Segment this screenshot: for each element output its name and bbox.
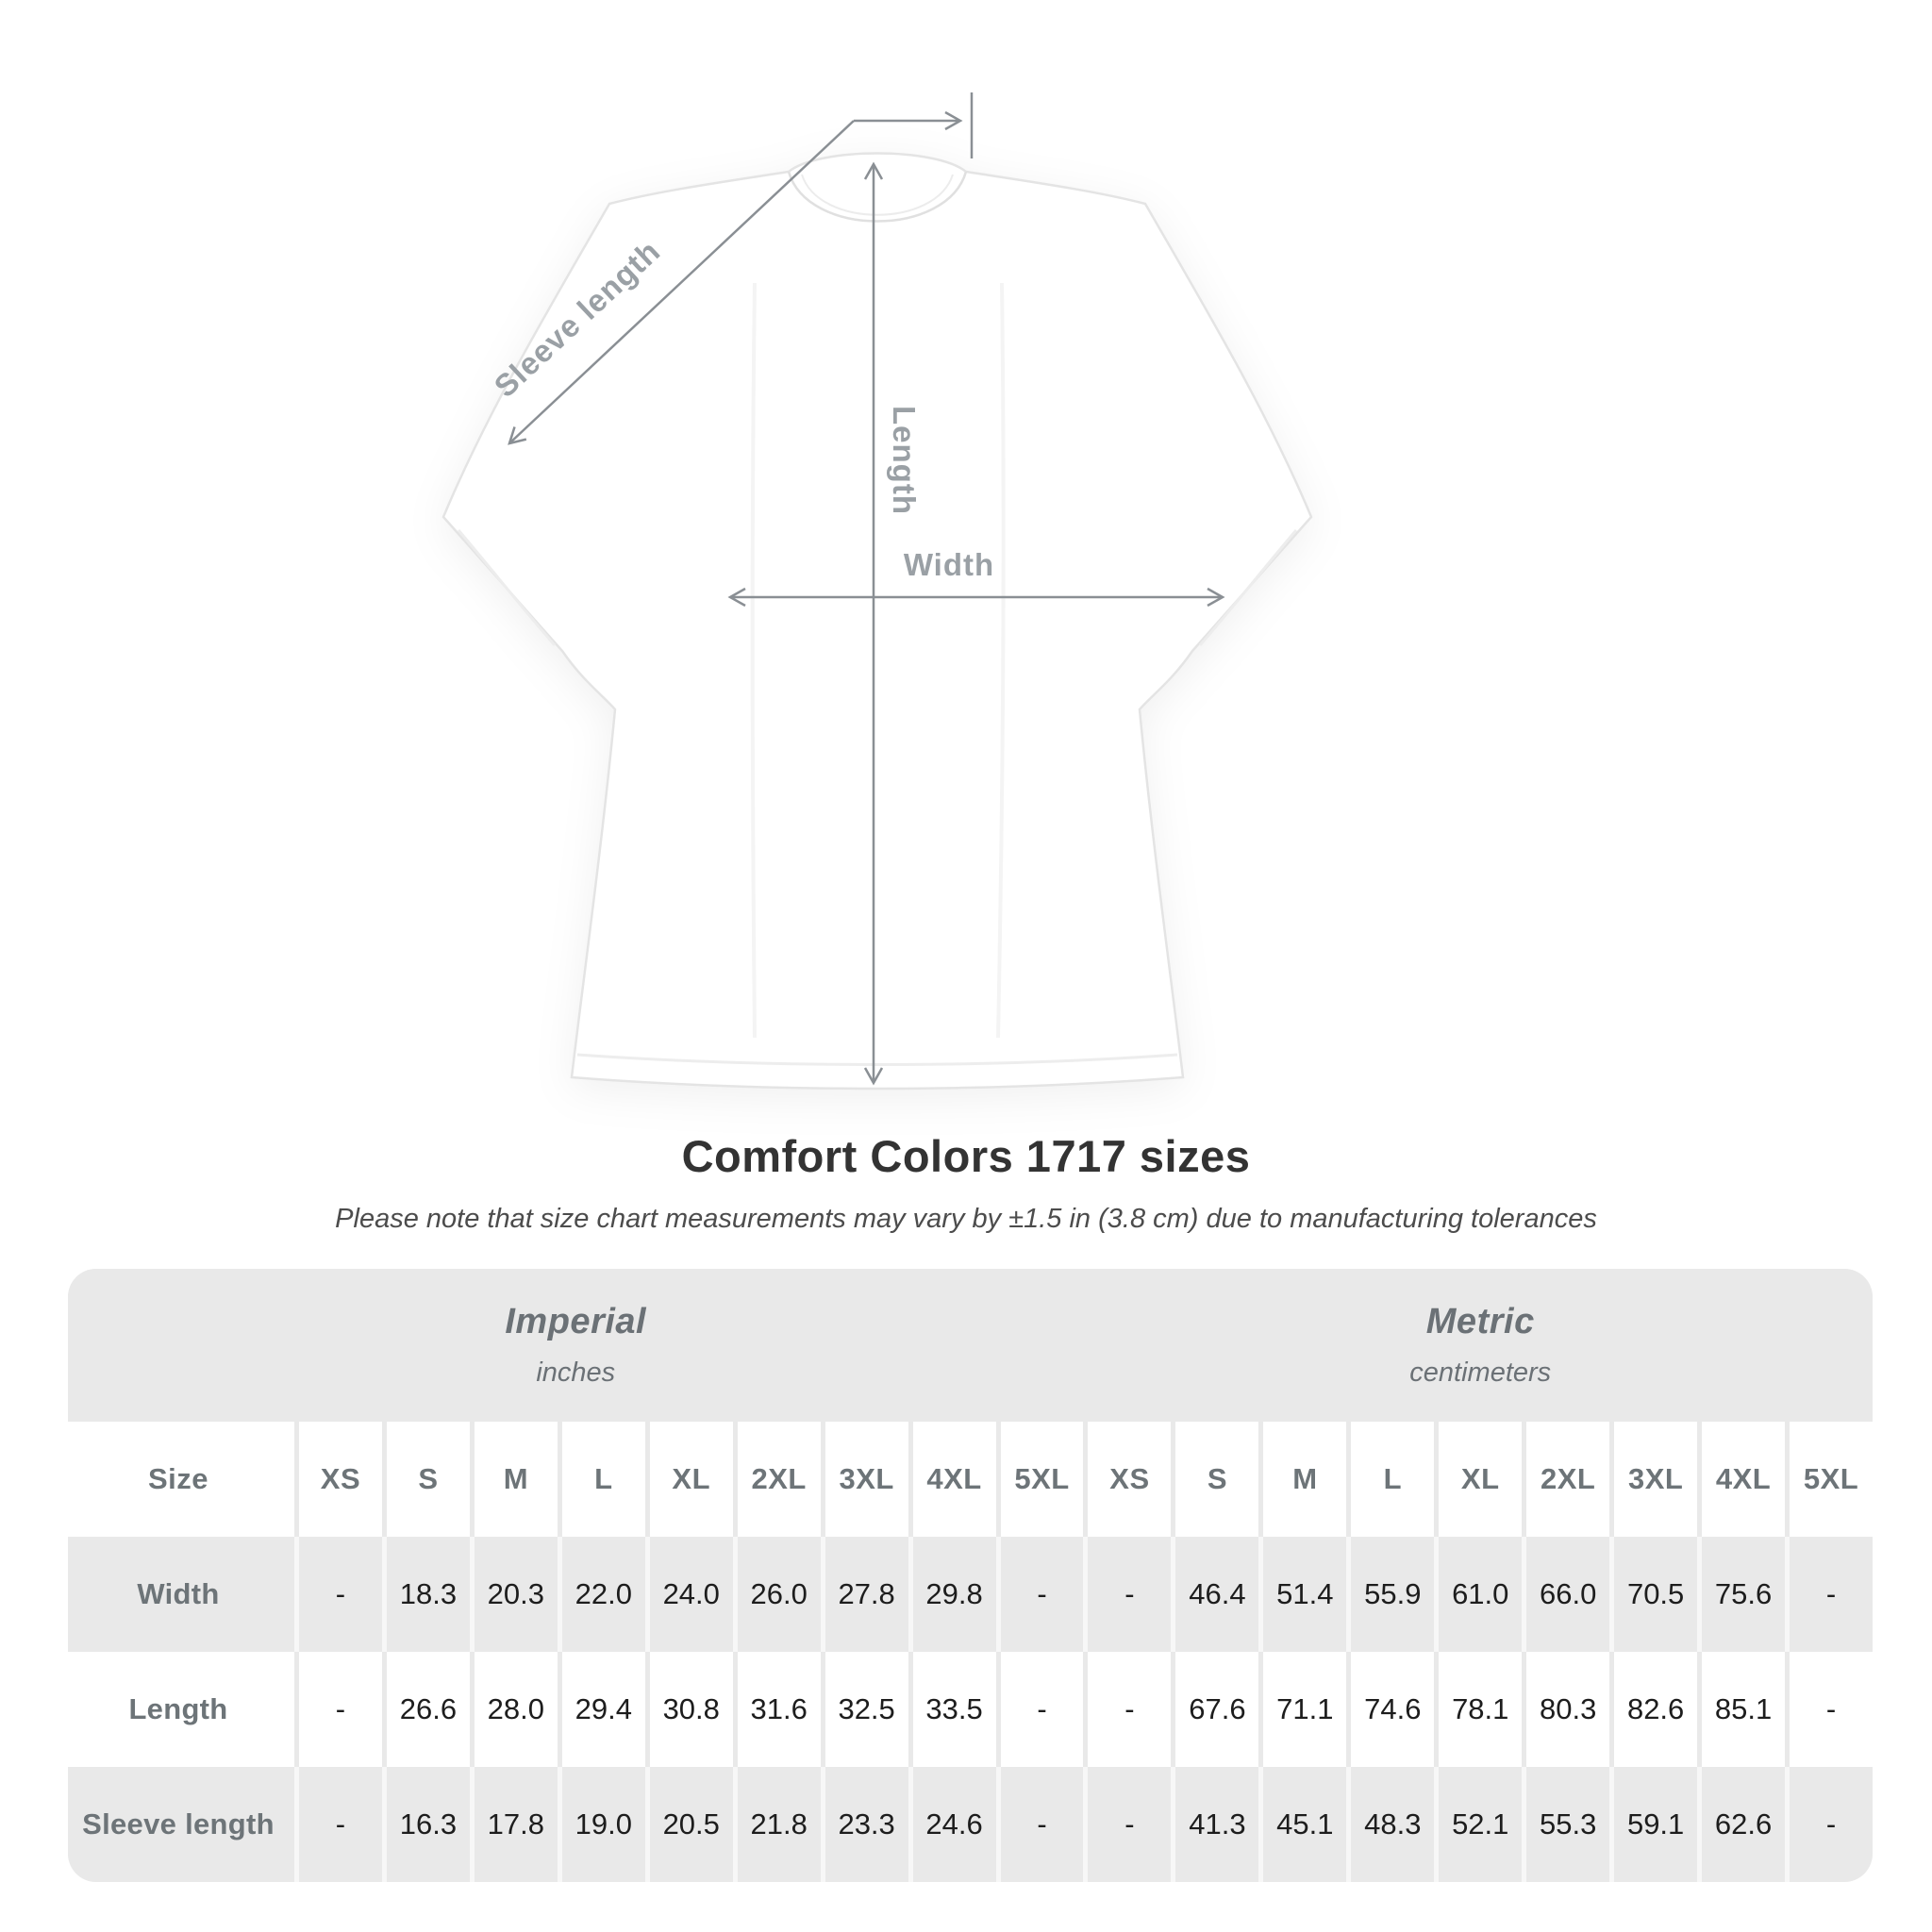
tshirt-fold-line <box>753 283 755 1038</box>
value-cell: 80.3 <box>1526 1652 1609 1767</box>
value-cell: 61.0 <box>1439 1537 1522 1652</box>
value-cell: 26.0 <box>738 1537 821 1652</box>
size-col-header: L <box>562 1422 645 1537</box>
value-cell: 23.3 <box>825 1767 908 1882</box>
value-cell: 66.0 <box>1526 1537 1609 1652</box>
size-col-header: M <box>475 1422 558 1537</box>
value-cell: 24.0 <box>650 1537 733 1652</box>
value-cell: - <box>1790 1537 1873 1652</box>
size-header-row <box>68 1422 1873 1537</box>
value-cell: - <box>299 1652 382 1767</box>
length-label: Length <box>887 406 922 515</box>
value-cell: 27.8 <box>825 1537 908 1652</box>
section-unit: inches <box>536 1357 616 1388</box>
value-cell: 70.5 <box>1614 1537 1697 1652</box>
value-cell: 71.1 <box>1263 1652 1346 1767</box>
value-cell: - <box>1088 1537 1171 1652</box>
size-table <box>68 1269 1873 1882</box>
value-cell: 46.4 <box>1175 1537 1258 1652</box>
size-col-header: XS <box>1088 1422 1171 1537</box>
size-col-header: 3XL <box>825 1422 908 1537</box>
data-row <box>68 1652 1873 1767</box>
value-cell: 16.3 <box>387 1767 470 1882</box>
value-cell: - <box>1088 1652 1171 1767</box>
tolerance-note: Please note that size chart measurements may vary by ±1.5 in (3.8 cm) due to manufacturing tolerances <box>335 1204 1597 1234</box>
value-cell: - <box>299 1537 382 1652</box>
value-cell: 67.6 <box>1175 1652 1258 1767</box>
data-row <box>68 1767 1873 1882</box>
value-cell: 28.0 <box>475 1652 558 1767</box>
size-col-header: L <box>1351 1422 1434 1537</box>
value-cell: 20.5 <box>650 1767 733 1882</box>
value-cell: - <box>1001 1767 1084 1882</box>
value-cell: 29.8 <box>913 1537 996 1652</box>
value-cell: 48.3 <box>1351 1767 1434 1882</box>
size-col-header: 3XL <box>1614 1422 1697 1537</box>
value-cell: 17.8 <box>475 1767 558 1882</box>
size-col-header: 5XL <box>1001 1422 1084 1537</box>
size-col-header: 2XL <box>1526 1422 1609 1537</box>
tshirt-illustration <box>443 154 1311 1090</box>
value-cell: - <box>1790 1652 1873 1767</box>
size-col-header: XS <box>299 1422 382 1537</box>
size-col-header: 2XL <box>738 1422 821 1537</box>
size-col-header: S <box>1175 1422 1258 1537</box>
size-col-header: 4XL <box>1702 1422 1785 1537</box>
value-cell: 85.1 <box>1702 1652 1785 1767</box>
value-cell: 41.3 <box>1175 1767 1258 1882</box>
section-name: Metric <box>1425 1302 1535 1341</box>
value-cell: 22.0 <box>562 1537 645 1652</box>
value-cell: 31.6 <box>738 1652 821 1767</box>
value-cell: 33.5 <box>913 1652 996 1767</box>
value-cell: 82.6 <box>1614 1652 1697 1767</box>
tshirt-body <box>443 154 1311 1090</box>
units-header-imperial <box>68 1269 1084 1422</box>
value-cell: - <box>1790 1767 1873 1882</box>
units-header-row <box>68 1269 1873 1422</box>
value-cell: 45.1 <box>1263 1767 1346 1882</box>
size-col-header: 5XL <box>1790 1422 1873 1537</box>
value-cell: - <box>1001 1652 1084 1767</box>
value-cell: 51.4 <box>1263 1537 1346 1652</box>
row-label: Sleeve length <box>68 1767 294 1882</box>
sleeve-length-label: Sleeve length <box>487 233 667 405</box>
value-cell: 20.3 <box>475 1537 558 1652</box>
size-col-header: M <box>1263 1422 1346 1537</box>
data-row <box>68 1537 1873 1652</box>
value-cell: - <box>1088 1767 1171 1882</box>
width-label: Width <box>903 547 995 582</box>
size-col-header: XL <box>650 1422 733 1537</box>
units-header-metric <box>1089 1269 1874 1422</box>
value-cell: 78.1 <box>1439 1652 1522 1767</box>
value-cell: 19.0 <box>562 1767 645 1882</box>
value-cell: 62.6 <box>1702 1767 1785 1882</box>
value-cell: 55.3 <box>1526 1767 1609 1882</box>
value-cell: 29.4 <box>562 1652 645 1767</box>
value-cell: 18.3 <box>387 1537 470 1652</box>
size-col-header: S <box>387 1422 470 1537</box>
value-cell: 32.5 <box>825 1652 908 1767</box>
value-cell: - <box>1001 1537 1084 1652</box>
value-cell: - <box>299 1767 382 1882</box>
size-col-header: XL <box>1439 1422 1522 1537</box>
value-cell: 30.8 <box>650 1652 733 1767</box>
section-unit: centimeters <box>1409 1357 1552 1388</box>
value-cell: 21.8 <box>738 1767 821 1882</box>
value-cell: 75.6 <box>1702 1537 1785 1652</box>
value-cell: 55.9 <box>1351 1537 1434 1652</box>
value-cell: 74.6 <box>1351 1652 1434 1767</box>
row-label: Size <box>68 1422 294 1537</box>
value-cell: 59.1 <box>1614 1767 1697 1882</box>
value-cell: 24.6 <box>913 1767 996 1882</box>
size-col-header: 4XL <box>913 1422 996 1537</box>
value-cell: 26.6 <box>387 1652 470 1767</box>
size-grid <box>68 1422 1873 1882</box>
section-name: Imperial <box>505 1302 647 1341</box>
row-label: Width <box>68 1537 294 1652</box>
page-title: Comfort Colors 1717 sizes <box>681 1131 1251 1181</box>
value-cell: 52.1 <box>1439 1767 1522 1882</box>
row-label: Length <box>68 1652 294 1767</box>
